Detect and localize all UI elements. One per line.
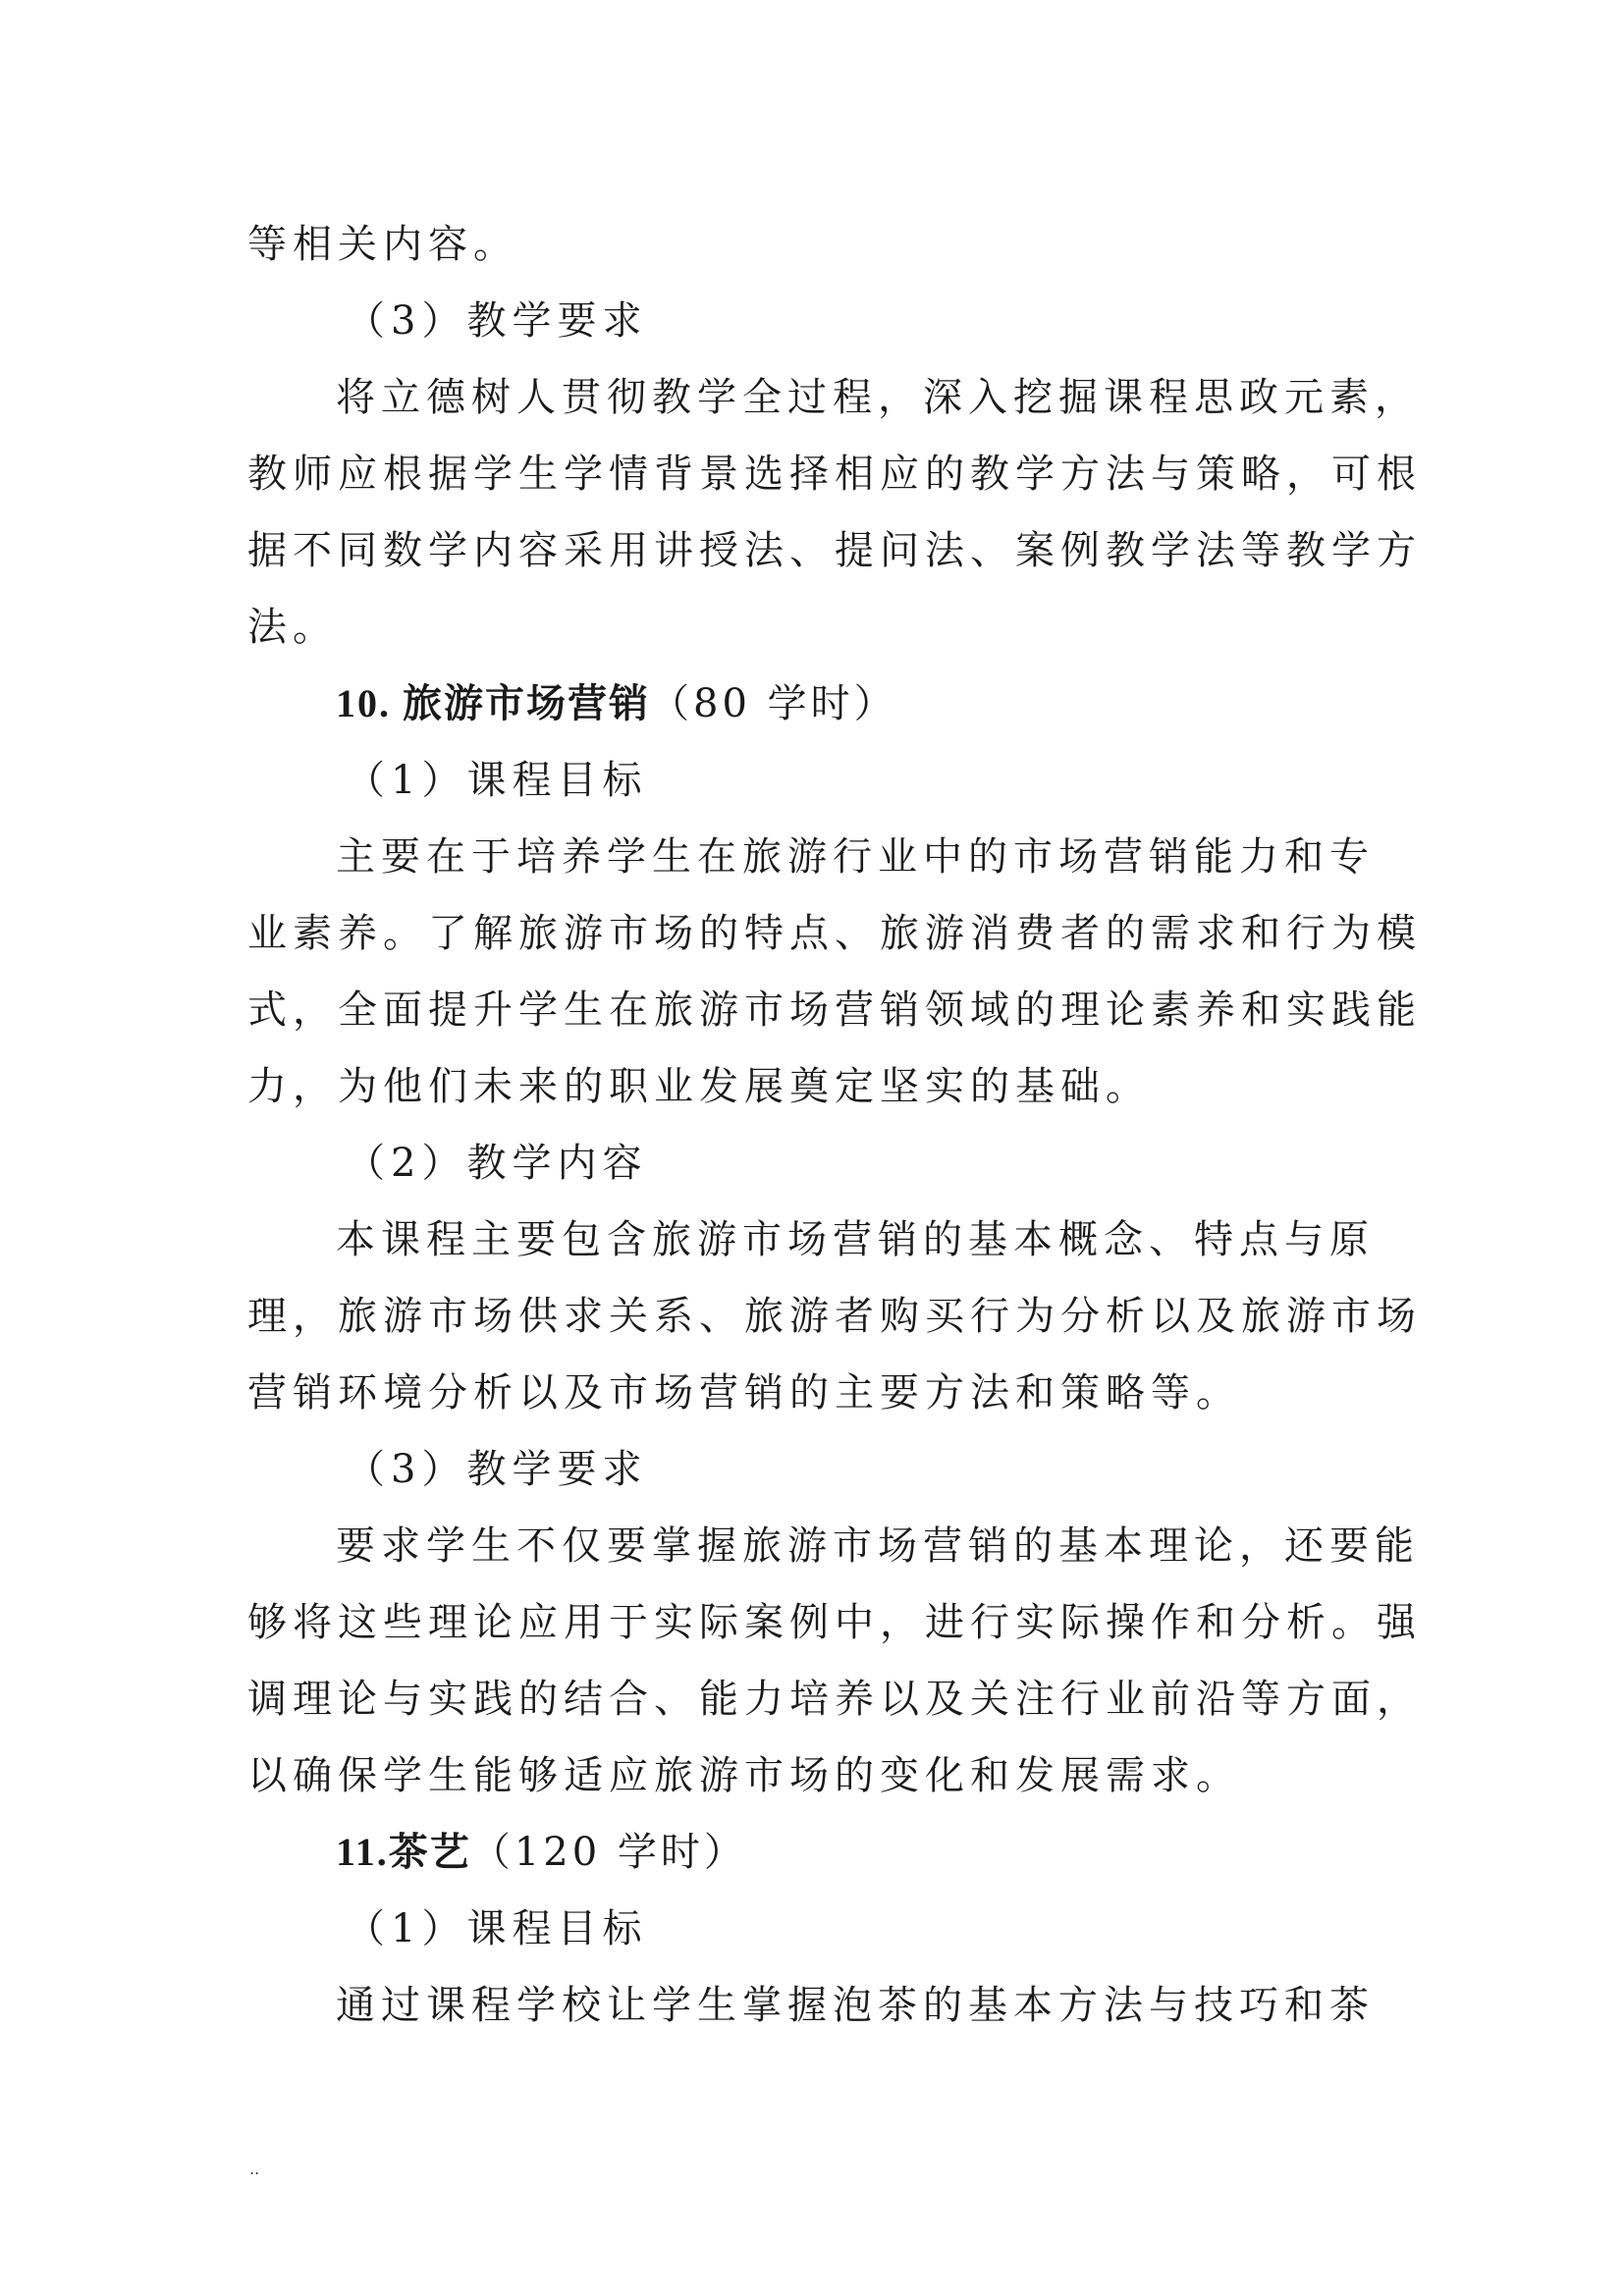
paragraph-line: 以确保学生能够适应旅游市场的变化和发展需求。	[247, 1753, 1241, 1798]
subheading-course-objectives: （1）课程目标	[346, 1906, 648, 1951]
paragraph-line: 营销环境分析以及市场营销的主要方法和策略等。	[247, 1370, 1241, 1415]
paragraph-line: 本课程主要包含旅游市场营销的基本概念、特点与原	[336, 1217, 1375, 1262]
footer-mark: ..	[249, 2160, 260, 2178]
document-body	[247, 206, 1422, 2044]
paragraph-line: 业素养。了解旅游市场的特点、旅游消费者的需求和行为模	[247, 911, 1422, 956]
section-hours: （120 学时）	[470, 1830, 747, 1875]
section-title: 旅游市场营销	[403, 680, 650, 726]
paragraph-line: 式，全面提升学生在旅游市场营销领域的理论素养和实践能	[247, 988, 1422, 1033]
section-heading-tea-art	[247, 1814, 1386, 1891]
section-title: 茶艺	[388, 1829, 471, 1875]
paragraph-line: 将立德树人贯彻教学全过程，深入挖掘课程思政元素，	[336, 375, 1420, 420]
paragraph-line: 据不同数学内容采用讲授法、提问法、案例教学法等教学方	[247, 528, 1422, 573]
subheading-teaching-requirements: （3）教学要求	[346, 1447, 648, 1492]
subheading-course-objectives: （1）课程目标	[346, 758, 648, 803]
subheading-teaching-requirements: （3）教学要求	[346, 298, 648, 344]
section-heading-tourism-marketing	[247, 666, 1386, 742]
paragraph-line: 主要在于培养学生在旅游行业中的市场营销能力和专	[336, 834, 1375, 880]
subheading-teaching-content: （2）教学内容	[346, 1141, 648, 1186]
section-number: 10.	[336, 681, 403, 725]
paragraph-line: 力，为他们未来的职业发展奠定坚实的基础。	[247, 1064, 1151, 1109]
paragraph-line: 理，旅游市场供求关系、旅游者购买行为分析以及旅游市场	[247, 1294, 1422, 1339]
text-line: 等相关内容。	[247, 222, 518, 267]
section-hours: （80 学时）	[650, 681, 897, 726]
paragraph-line: 够将这些理论应用于实际案例中，进行实际操作和分析。强	[247, 1600, 1422, 1645]
section-number: 11.	[336, 1830, 389, 1874]
paragraph-line: 通过课程学校让学生掌握泡茶的基本方法与技巧和茶	[336, 1983, 1375, 2028]
paragraph-line: 教师应根据学生学情背景选择相应的教学方法与策略，可根	[247, 452, 1422, 497]
paragraph-line: 法。	[247, 605, 338, 650]
paragraph-line: 调理论与实践的结合、能力培养以及关注行业前沿等方面，	[247, 1677, 1422, 1722]
paragraph-line: 要求学生不仅要掌握旅游市场营销的基本理论，还要能	[336, 1523, 1420, 1569]
